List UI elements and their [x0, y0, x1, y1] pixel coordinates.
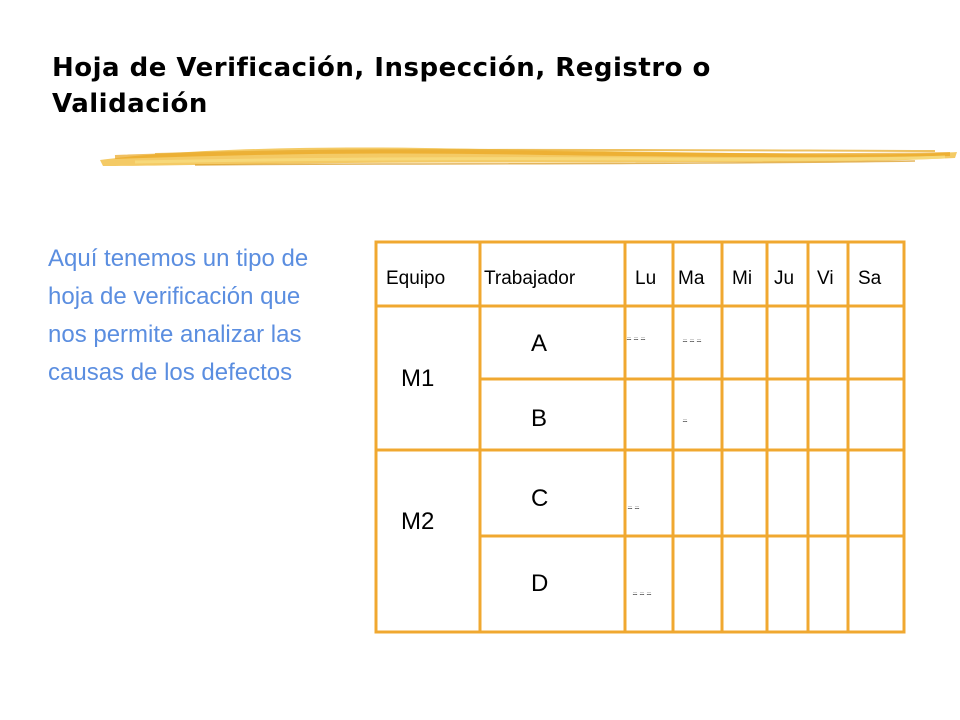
header-equipo: Equipo [386, 268, 446, 289]
slide-title: Hoja de Verificación, Inspección, Registro o Validación [52, 53, 711, 119]
worker-b-label: B [531, 405, 548, 432]
header-mi: Mi [732, 268, 753, 289]
table-grid [374, 240, 906, 634]
machine-m1-label: M1 [401, 365, 435, 392]
check-sheet-table [374, 240, 906, 634]
tally-c-lu: ⍨⍨ [627, 503, 641, 514]
header-ju: Ju [774, 268, 795, 289]
tally-a-lu: ⍨⍨⍨ [626, 334, 647, 345]
brush-stroke-divider [95, 132, 960, 182]
worker-c-label: C [531, 485, 549, 512]
header-ma: Ma [678, 268, 705, 289]
worker-a-label: A [531, 330, 548, 357]
tally-b-ma: ⍨ [682, 416, 689, 427]
machine-m2-label: M2 [401, 508, 435, 535]
header-trabajador: Trabajador [484, 268, 576, 289]
description-text: Aquí tenemos un tipo de hoja de verificación que nos permite analizar las causas de los defectos [48, 245, 309, 386]
tally-a-ma: ⍨⍨⍨ [682, 336, 703, 347]
header-lu: Lu [635, 268, 657, 289]
header-sa: Sa [858, 268, 882, 289]
tally-d-lu: ⍨⍨⍨ [632, 589, 653, 600]
header-vi: Vi [817, 268, 834, 289]
worker-d-label: D [531, 570, 549, 597]
